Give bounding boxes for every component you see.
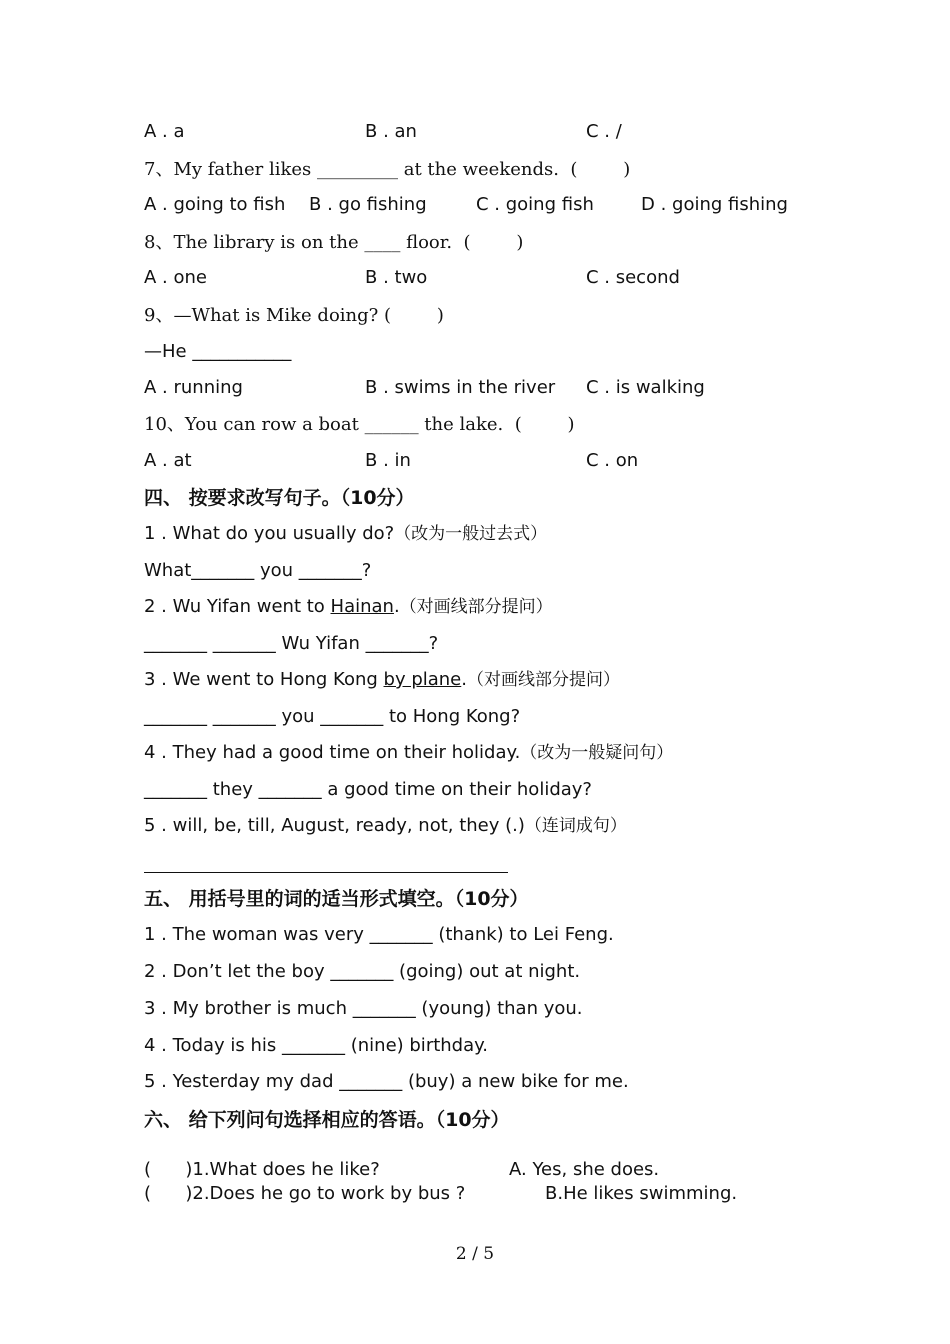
- s4-item-3-text: 3 . We went to Hong Kong: [144, 669, 384, 690]
- s4-item-3-blank: _______ _______ you _______ to Hong Kong?: [144, 706, 521, 727]
- section6-title: 六、 给下列问句选择相应的答语。（10分）: [144, 1109, 510, 1131]
- s4-item-3-post: .: [461, 669, 467, 690]
- s4-item-1: [144, 523, 547, 545]
- s6-item-2-question: ( )2.Does he go to work by bus ?: [144, 1183, 466, 1204]
- s5-item-4: 4 . Today is his _______ (nine) birthday.: [144, 1035, 488, 1056]
- q7-option-d: D . going fishing: [641, 194, 788, 215]
- s4-item-5: [144, 815, 627, 837]
- q10-option-b: B . in: [365, 450, 411, 471]
- s4-item-2: [144, 596, 553, 618]
- s4-item-4-blank: _______ they _______ a good time on their holiday?: [144, 779, 592, 800]
- s4-item-5-text: 5 . will, be, till, August, ready, not, they (.): [144, 815, 525, 836]
- s4-item-2-text: 2 . Wu Yifan went to: [144, 596, 331, 617]
- q10-stem: 10、You can row a boat ______ the lake. ( ): [144, 414, 575, 435]
- s6-item-2-answer: B.He likes swimming.: [545, 1183, 738, 1204]
- q10-option-a: A . at: [144, 450, 192, 471]
- s4-item-1-note: （改为一般过去式）: [394, 524, 548, 544]
- s4-item-1-text: 1 . What do you usually do?: [144, 523, 395, 544]
- q8-option-b: B . two: [365, 267, 428, 288]
- q7-option-a: A . going to fish: [144, 194, 286, 215]
- s5-item-2: 2 . Don’t let the boy _______ (going) out at night.: [144, 961, 581, 982]
- s4-item-2-note: （对画线部分提问）: [399, 597, 553, 617]
- s4-item-4-text: 4 . They had a good time on their holiday.: [144, 742, 521, 763]
- s4-item-3: [144, 669, 620, 691]
- q6-option-a: A . a: [144, 121, 185, 142]
- s4-item-1-blank: What_______ you _______?: [144, 560, 372, 581]
- s4-item-2-post: .: [393, 596, 400, 617]
- q9-option-b: B . swims in the river: [365, 377, 556, 398]
- s5-item-3: 3 . My brother is much _______ (young) than you.: [144, 998, 583, 1019]
- q7-option-c: C . going fish: [476, 194, 594, 215]
- q9-option-a: A . running: [144, 377, 243, 398]
- q8-option-c: C . second: [586, 267, 680, 288]
- s4-item-5-answer-rule: [144, 872, 508, 873]
- s4-item-3-underlined: by plane: [383, 669, 462, 690]
- s6-item-1-answer: A. Yes, she does.: [509, 1159, 660, 1180]
- s4-item-5-note: （连词成句）: [524, 816, 627, 836]
- q7-option-b: B . go fishing: [309, 194, 427, 215]
- s5-item-1: 1 . The woman was very _______ (thank) to Lei Feng.: [144, 924, 614, 945]
- q7-stem: 7、My father likes _________ at the weekends. ( ): [144, 159, 631, 180]
- q8-option-a: A . one: [144, 267, 207, 288]
- section4-title: 四、 按要求改写句子。（10分）: [144, 487, 415, 509]
- s5-item-5: 5 . Yesterday my dad _______ (buy) a new bike for me.: [144, 1071, 629, 1092]
- s4-item-3-note: （对画线部分提问）: [467, 670, 620, 690]
- q9-answer-line: —He ___________: [144, 341, 292, 362]
- page-number: 2 / 5: [455, 1244, 495, 1264]
- s4-item-2-blank: _______ _______ Wu Yifan _______?: [144, 633, 439, 654]
- s4-item-4: [144, 742, 673, 764]
- q6-option-b: B . an: [365, 121, 417, 142]
- q6-option-c: C . /: [586, 121, 622, 142]
- s4-item-4-note: （改为一般疑问句）: [520, 743, 674, 763]
- section5-title: 五、 用括号里的词的适当形式填空。（10分）: [144, 888, 529, 910]
- s4-item-2-underlined: Hainan: [330, 596, 394, 617]
- q8-stem: 8、The library is on the ____ floor. ( ): [144, 232, 524, 253]
- q10-option-c: C . on: [586, 450, 639, 471]
- s6-item-1-question: ( )1.What does he like?: [144, 1159, 380, 1180]
- q9-option-c: C . is walking: [586, 377, 705, 398]
- q9-stem: 9、—What is Mike doing? ( ): [144, 305, 444, 326]
